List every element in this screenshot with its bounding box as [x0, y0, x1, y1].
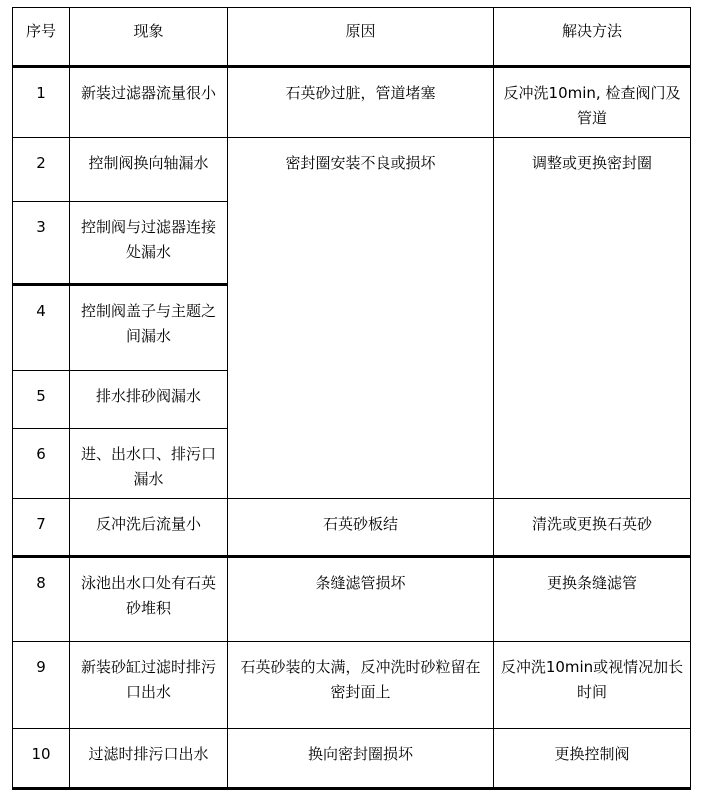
cell-cause-merged: 密封圈安装不良或损坏	[228, 138, 494, 499]
cell-phenomenon: 新装过滤器流量很小	[70, 67, 228, 138]
cell-serial-number: 1	[13, 67, 70, 138]
cell-cause: 石英砂过脏，管道堵塞	[228, 67, 494, 138]
table-row	[13, 557, 691, 642]
header-phenomenon: 现象	[70, 8, 228, 67]
cell-serial-number: 8	[13, 557, 70, 642]
troubleshooting-table	[12, 7, 691, 790]
header-cause: 原因	[228, 8, 494, 67]
troubleshooting-document	[0, 7, 702, 795]
cell-phenomenon: 反冲洗后流量小	[70, 499, 228, 557]
cell-solution: 清洗或更换石英砂	[494, 499, 691, 557]
table-row	[13, 729, 691, 789]
cell-serial-number: 6	[13, 429, 70, 499]
cell-serial-number: 10	[13, 729, 70, 789]
header-row	[13, 8, 691, 67]
cell-serial-number: 9	[13, 642, 70, 729]
cell-cause: 石英砂装的太满，反冲洗时砂粒留在密封面上	[228, 642, 494, 729]
cell-serial-number: 2	[13, 138, 70, 202]
cell-solution: 更换条缝滤管	[494, 557, 691, 642]
cell-cause: 换向密封圈损坏	[228, 729, 494, 789]
cell-phenomenon: 泳池出水口处有石英砂堆积	[70, 557, 228, 642]
cell-serial-number: 4	[13, 285, 70, 371]
cell-serial-number: 5	[13, 371, 70, 429]
cell-solution-merged: 调整或更换密封圈	[494, 138, 691, 499]
cell-solution: 反冲洗10min, 检查阀门及管道	[494, 67, 691, 138]
header-serial-number: 序号	[13, 8, 70, 67]
cell-cause: 石英砂板结	[228, 499, 494, 557]
table-row	[13, 642, 691, 729]
cell-phenomenon: 进、出水口、排污口漏水	[70, 429, 228, 499]
cell-solution: 更换控制阀	[494, 729, 691, 789]
header-solution: 解决方法	[494, 8, 691, 67]
table-row	[13, 499, 691, 557]
table-row	[13, 138, 691, 202]
cell-solution: 反冲洗10min或视情况加长时间	[494, 642, 691, 729]
cell-phenomenon: 控制阀盖子与主题之间漏水	[70, 285, 228, 371]
cell-phenomenon: 控制阀换向轴漏水	[70, 138, 228, 202]
cell-phenomenon: 新装砂缸过滤时排污口出水	[70, 642, 228, 729]
cell-phenomenon: 排水排砂阀漏水	[70, 371, 228, 429]
cell-phenomenon: 过滤时排污口出水	[70, 729, 228, 789]
table-row	[13, 67, 691, 138]
cell-serial-number: 7	[13, 499, 70, 557]
cell-phenomenon: 控制阀与过滤器连接处漏水	[70, 202, 228, 285]
cell-serial-number: 3	[13, 202, 70, 285]
cell-cause: 条缝滤管损坏	[228, 557, 494, 642]
